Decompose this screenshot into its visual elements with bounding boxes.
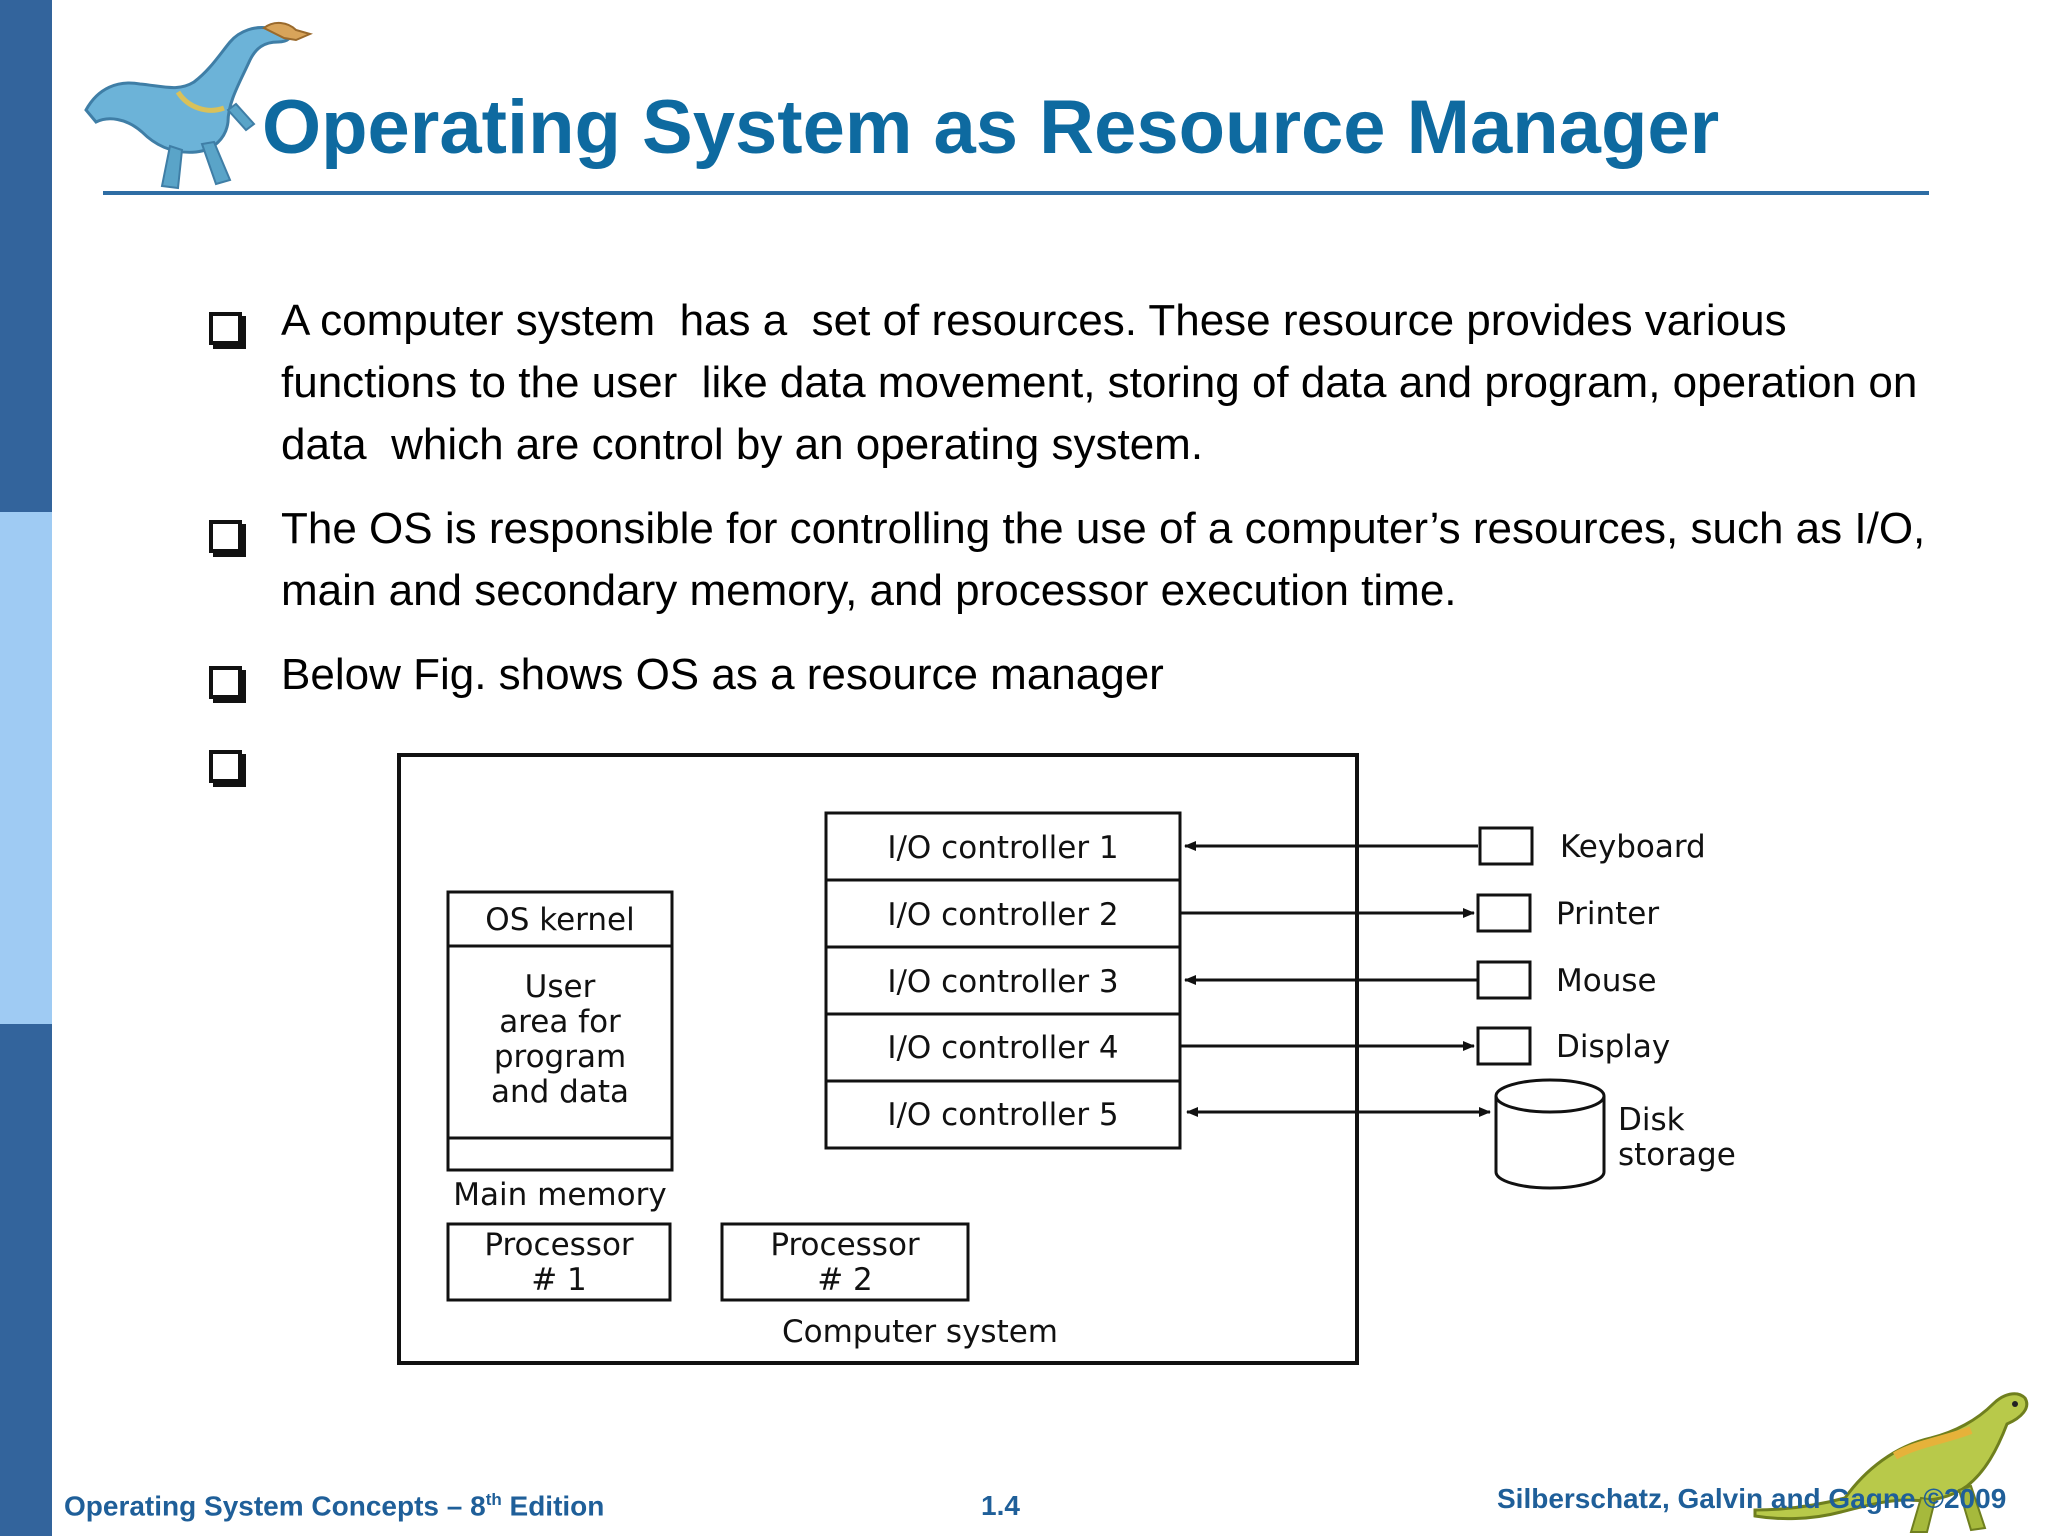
- bullet-item: [205, 290, 1965, 476]
- computer-system-label: Computer system: [781, 1314, 1059, 1350]
- checkbox-bullet-icon: [209, 750, 242, 783]
- io-controller-4-label: I/O controller 4: [887, 1030, 1119, 1066]
- user-area-line: area for: [499, 1004, 621, 1040]
- resource-manager-diagram: [390, 740, 1830, 1370]
- bullet-text: The OS is responsible for controlling the use of a computer’s resources, such as I/O, main and secondary memory, and processor execution time.: [281, 504, 1938, 615]
- checkbox-bullet-icon: [209, 666, 242, 699]
- processor-2-label: Processor: [770, 1227, 920, 1263]
- bullet-list: [205, 290, 1965, 728]
- io-controller-5-label: I/O controller 5: [887, 1097, 1119, 1133]
- user-area-line: and data: [490, 1074, 630, 1110]
- disk-label: Disk: [1618, 1102, 1685, 1138]
- printer-device-box: [1478, 895, 1530, 931]
- bullet-item: [205, 644, 1965, 706]
- mouse-label: Mouse: [1556, 963, 1657, 999]
- bullet-item: [205, 498, 1965, 622]
- slide-sidebar: [0, 0, 52, 1536]
- footer-authors: Silberschatz, Galvin and Gagne ©2009: [1497, 1483, 2007, 1514]
- storage-label: storage: [1618, 1137, 1736, 1173]
- processor-1-number: # 1: [531, 1262, 587, 1298]
- slide-title: Operating System as Resource Manager: [262, 85, 1720, 170]
- printer-label: Printer: [1556, 896, 1660, 932]
- bullet-text: A computer system has a set of resources. These resource provides various functions to the user like data movement, storing of data and program, operation on data which are control by an operating system.: [281, 296, 1930, 469]
- io-controller-2-label: I/O controller 2: [887, 897, 1119, 933]
- io-controller-1-label: I/O controller 1: [887, 830, 1119, 866]
- keyboard-label: Keyboard: [1560, 829, 1706, 865]
- checkbox-bullet-icon: [209, 520, 242, 553]
- mouse-device-box: [1478, 962, 1530, 998]
- processor-1-label: Processor: [484, 1227, 634, 1263]
- user-area-line: program: [493, 1039, 627, 1075]
- sidebar-middle-band: [0, 512, 52, 1024]
- footer-page-number: 1.4: [981, 1490, 1020, 1521]
- bullet-text: Below Fig. shows OS as a resource manager: [281, 650, 1164, 699]
- os-kernel-label: OS kernel: [485, 902, 635, 938]
- display-device-box: [1478, 1028, 1530, 1064]
- processor-2-number: # 2: [817, 1262, 873, 1298]
- sidebar-top-band: [0, 0, 52, 512]
- title-underline: [103, 191, 1929, 195]
- sidebar-bottom-band: [0, 1024, 52, 1536]
- keyboard-device-box: [1480, 828, 1532, 864]
- io-controller-3-label: I/O controller 3: [887, 964, 1119, 1000]
- main-memory-label: Main memory: [453, 1177, 667, 1213]
- footer-course-title: Operating System Concepts – 8th Edition: [64, 1490, 605, 1522]
- disk-storage-icon: [1496, 1080, 1604, 1188]
- user-area-line: User: [524, 969, 596, 1005]
- display-label: Display: [1556, 1029, 1671, 1065]
- checkbox-bullet-icon: [209, 312, 242, 345]
